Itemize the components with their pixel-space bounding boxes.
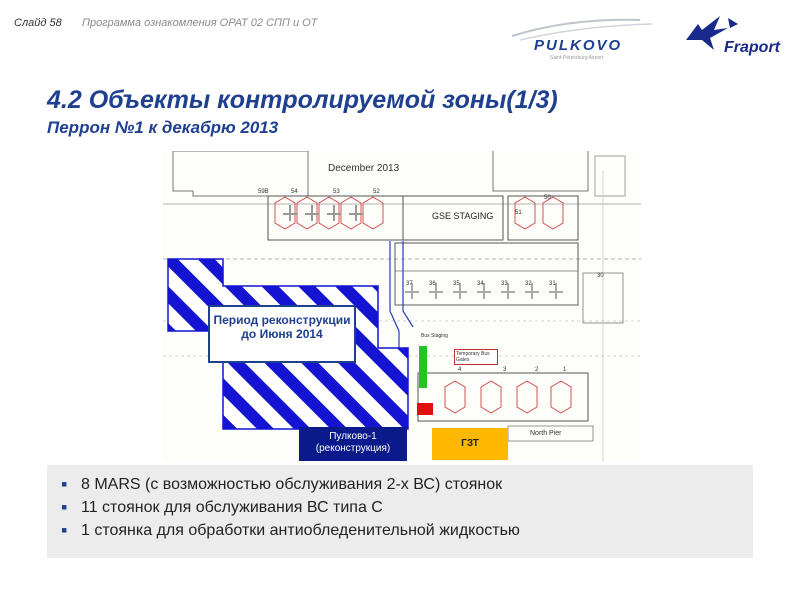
bus-staging-marker — [417, 403, 433, 415]
slide-number: Слайд 58 — [14, 17, 62, 29]
stand-label: 33 — [501, 281, 508, 287]
fraport-logo-text: Fraport — [724, 39, 780, 56]
temporary-bus-gate-marker — [419, 346, 427, 388]
stand-label: 59B — [258, 189, 269, 195]
gzt-label: ГЗТ — [432, 428, 508, 460]
stand-label: 34 — [477, 281, 484, 287]
map-caption: December 2013 — [328, 163, 400, 174]
stand-label: 53 — [333, 189, 340, 195]
stand-label: 1 — [563, 367, 567, 373]
temporary-bus-gates-label: Temporary Bus Gates — [454, 349, 498, 365]
stand-label: 51 — [515, 210, 522, 216]
bullet-item: ▪ 8 MARS (с возможностью обслуживания 2-х ВС) стоянок — [61, 473, 753, 496]
stand-label: 4 — [458, 367, 462, 373]
fraport-logo — [680, 10, 795, 60]
bullet-item: ▪ 11 стоянок для обслуживания ВС типа С — [61, 496, 753, 519]
page-title: 4.2 Объекты контролируемой зоны(1/3) — [47, 86, 558, 114]
stand-label: 30 — [597, 273, 604, 279]
pulkovo-logo — [510, 14, 660, 62]
pulkovo-logo-subtext: Saint-Petersburg Airport — [550, 55, 604, 61]
fraport-star-icon — [686, 16, 728, 50]
stand-label: 37 — [406, 281, 413, 287]
stand-label: 54 — [291, 189, 298, 195]
program-title: Программа ознакомления ОРАТ 02 СПП и ОТ — [82, 17, 318, 29]
stand-label: 35 — [453, 281, 460, 287]
info-panel — [47, 465, 753, 558]
reconstruction-callout: Период реконструкции до Июня 2014 — [208, 305, 356, 363]
north-pier-label: North Pier — [530, 430, 562, 437]
stand-label: 50 — [544, 195, 551, 201]
bullet-list — [47, 465, 753, 542]
pulkovo-logo-text: PULKOVO — [534, 37, 623, 54]
page-subtitle: Перрон №1 к декабрю 2013 — [47, 118, 279, 137]
bus-staging-label: Bus Staging — [421, 333, 448, 339]
stand-label: 31 — [549, 281, 556, 287]
gse-staging-label: GSE STAGING — [432, 211, 494, 221]
stand-label: 32 — [525, 281, 532, 287]
stand-label: 36 — [429, 281, 436, 287]
stand-label: 2 — [535, 367, 539, 373]
bullet-item: ▪ 1 стоянка для обработки антиобледенительной жидкостью — [61, 519, 753, 542]
stand-label: 3 — [503, 367, 507, 373]
stand-label: 52 — [373, 189, 380, 195]
terminal-label: Пулково-1 (реконструкция) — [299, 427, 407, 461]
